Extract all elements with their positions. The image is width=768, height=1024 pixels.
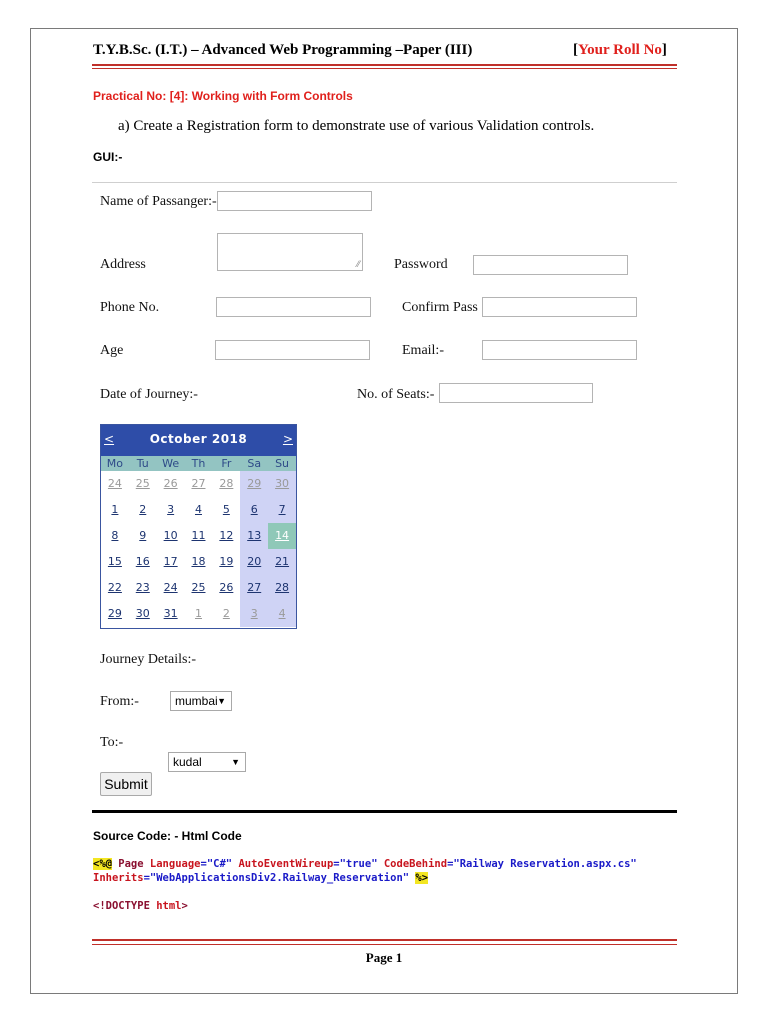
val-autoeventwireup: "true" [339, 858, 378, 870]
footer-rule-thin [92, 944, 677, 945]
phone-label: Phone No. [100, 300, 160, 315]
footer-rule-thick [92, 939, 677, 941]
calendar-day[interactable]: 24 [107, 477, 122, 490]
code-line-1: <%@ Page Language="C#" AutoEventWireup="true" CodeBehind="Railway Reservation.aspx.cs" [93, 858, 637, 870]
address-label: Address [100, 257, 146, 272]
calendar-weekday-header: Fr [212, 456, 240, 471]
seats-input[interactable] [439, 383, 593, 403]
roll-bracket-close: ] [661, 42, 667, 58]
calendar-weekday-header: Th [185, 456, 213, 471]
calendar-day[interactable]: 7 [268, 497, 296, 523]
seats-label: No. of Seats:- [357, 387, 435, 402]
calendar-day[interactable]: 30 [135, 607, 150, 620]
code-doctype [93, 900, 188, 912]
calendar-day[interactable]: 12 [219, 529, 234, 542]
val-language: "C#" [206, 858, 233, 870]
from-select[interactable] [170, 691, 232, 711]
submit-button[interactable]: Submit [100, 772, 152, 796]
calendar-day[interactable]: 15 [107, 555, 122, 568]
doctype-html: html [156, 900, 182, 912]
calendar-day[interactable]: 5 [222, 503, 230, 516]
calendar-weekday-header: Su [268, 456, 296, 471]
header-rule-thick [92, 64, 677, 66]
calendar-day[interactable]: 1 [194, 607, 202, 620]
calendar-weekday-header: Mo [101, 456, 129, 471]
calendar-day[interactable]: 23 [135, 581, 150, 594]
calendar-day[interactable]: 26 [163, 477, 178, 490]
calendar-month-title: October 2018 [149, 432, 248, 446]
age-label: Age [100, 343, 124, 358]
calendar-day[interactable]: 29 [240, 471, 268, 497]
calendar-grid [101, 456, 296, 627]
code-line-2: Inherits="WebApplicationsDiv2.Railway_Reservation" %> [93, 872, 429, 884]
doctype-open: <!DOCTYPE [93, 900, 157, 912]
date-of-journey-label: Date of Journey:- [100, 387, 198, 402]
calendar-day[interactable]: 26 [219, 581, 234, 594]
calendar-day[interactable]: 19 [219, 555, 234, 568]
calendar-day[interactable]: 4 [194, 503, 202, 516]
calendar-weekday-header: Tu [129, 456, 157, 471]
calendar-day[interactable]: 2 [139, 503, 147, 516]
calendar-day[interactable]: 10 [163, 529, 178, 542]
calendar-day[interactable]: 27 [240, 575, 268, 601]
name-label: Name of Passanger:- [100, 194, 217, 209]
from-label: From:- [100, 694, 139, 709]
calendar-day[interactable]: 29 [107, 607, 122, 620]
calendar-day[interactable]: 14 [268, 523, 296, 549]
calendar-day[interactable]: 16 [135, 555, 150, 568]
to-select[interactable] [168, 752, 246, 772]
to-label: To:- [100, 735, 124, 750]
calendar-day[interactable]: 21 [268, 549, 296, 575]
attr-inherits: Inherits [93, 872, 144, 884]
calendar-day[interactable]: 13 [240, 523, 268, 549]
calendar-day[interactable]: 28 [268, 575, 296, 601]
calendar-day[interactable]: 18 [191, 555, 206, 568]
page-number: Page 1 [365, 950, 403, 965]
directive-close: %> [415, 872, 429, 884]
calendar-header [101, 425, 296, 456]
val-inherits: "WebApplicationsDiv2.Railway_Reservation" [149, 872, 410, 884]
calendar-day[interactable]: 31 [163, 607, 178, 620]
calendar-day[interactable]: 8 [111, 529, 119, 542]
email-input[interactable] [482, 340, 637, 360]
source-separator [92, 810, 677, 813]
calendar-day[interactable]: 3 [167, 503, 175, 516]
calendar-weekday-header: We [157, 456, 185, 471]
header-rule-thin [92, 68, 677, 69]
attr-language: Language [149, 858, 201, 870]
directive-open: <%@ [93, 858, 112, 870]
roll-number-text: Your Roll No [578, 42, 662, 58]
gui-separator [92, 182, 677, 183]
calendar-day[interactable]: 1 [111, 503, 119, 516]
calendar-day[interactable]: 25 [191, 581, 206, 594]
journey-details-label: Journey Details:- [100, 652, 197, 667]
page-keyword: Page [111, 858, 150, 870]
calendar-day[interactable]: 25 [135, 477, 150, 490]
password-input[interactable] [473, 255, 628, 275]
calendar-day[interactable]: 11 [191, 529, 206, 542]
calendar-day[interactable]: 27 [191, 477, 206, 490]
to-selected-value: kudal [173, 755, 202, 769]
roll-bracket-open: [ [573, 42, 578, 58]
password-label: Password [394, 257, 448, 272]
confirm-pass-input[interactable] [482, 297, 637, 317]
calendar-prev-month[interactable]: < [104, 432, 115, 446]
calendar-day[interactable]: 3 [240, 601, 268, 627]
dropdown-arrow-icon: ▼ [231, 757, 240, 767]
from-selected-value: mumbai [175, 694, 218, 708]
document-header-title: T.Y.B.Sc. (I.T.) – Advanced Web Programming –Paper (III) [93, 42, 473, 58]
calendar-day[interactable]: 6 [240, 497, 268, 523]
calendar-day[interactable]: 30 [268, 471, 296, 497]
practical-title: Practical No: [4]: Working with Form Controls [93, 89, 353, 103]
doctype-close: > [181, 900, 188, 912]
calendar-day[interactable]: 4 [268, 601, 296, 627]
email-label: Email:- [402, 343, 444, 358]
calendar-day[interactable]: 24 [163, 581, 178, 594]
address-textarea[interactable] [217, 233, 363, 271]
roll-number-placeholder [573, 42, 667, 59]
calendar-next-month[interactable]: > [282, 432, 293, 446]
calendar-weekday-header: Sa [240, 456, 268, 471]
dropdown-arrow-icon: ▼ [217, 696, 226, 706]
calendar-day[interactable]: 17 [163, 555, 178, 568]
source-code-heading: Source Code: - Html Code [93, 829, 242, 843]
calendar-day[interactable]: 28 [219, 477, 234, 490]
gui-heading: GUI:- [93, 150, 123, 164]
attr-codebehind: CodeBehind [383, 858, 448, 870]
name-input[interactable] [217, 191, 372, 211]
calendar-day[interactable]: 9 [139, 529, 147, 542]
calendar-day[interactable]: 22 [107, 581, 122, 594]
age-input[interactable] [215, 340, 370, 360]
question-text: a) Create a Registration form to demonstrate use of various Validation controls. [118, 118, 595, 134]
journey-calendar [100, 424, 297, 629]
confirm-pass-label: Confirm Pass [402, 300, 478, 315]
phone-input[interactable] [216, 297, 371, 317]
attr-autoeventwireup: AutoEventWireup [238, 858, 334, 870]
val-codebehind: "Railway Reservation.aspx.cs" [453, 858, 637, 870]
calendar-day[interactable]: 2 [222, 607, 230, 620]
calendar-day[interactable]: 20 [240, 549, 268, 575]
resize-grip-icon[interactable]: ⁄⁄ [356, 259, 360, 269]
